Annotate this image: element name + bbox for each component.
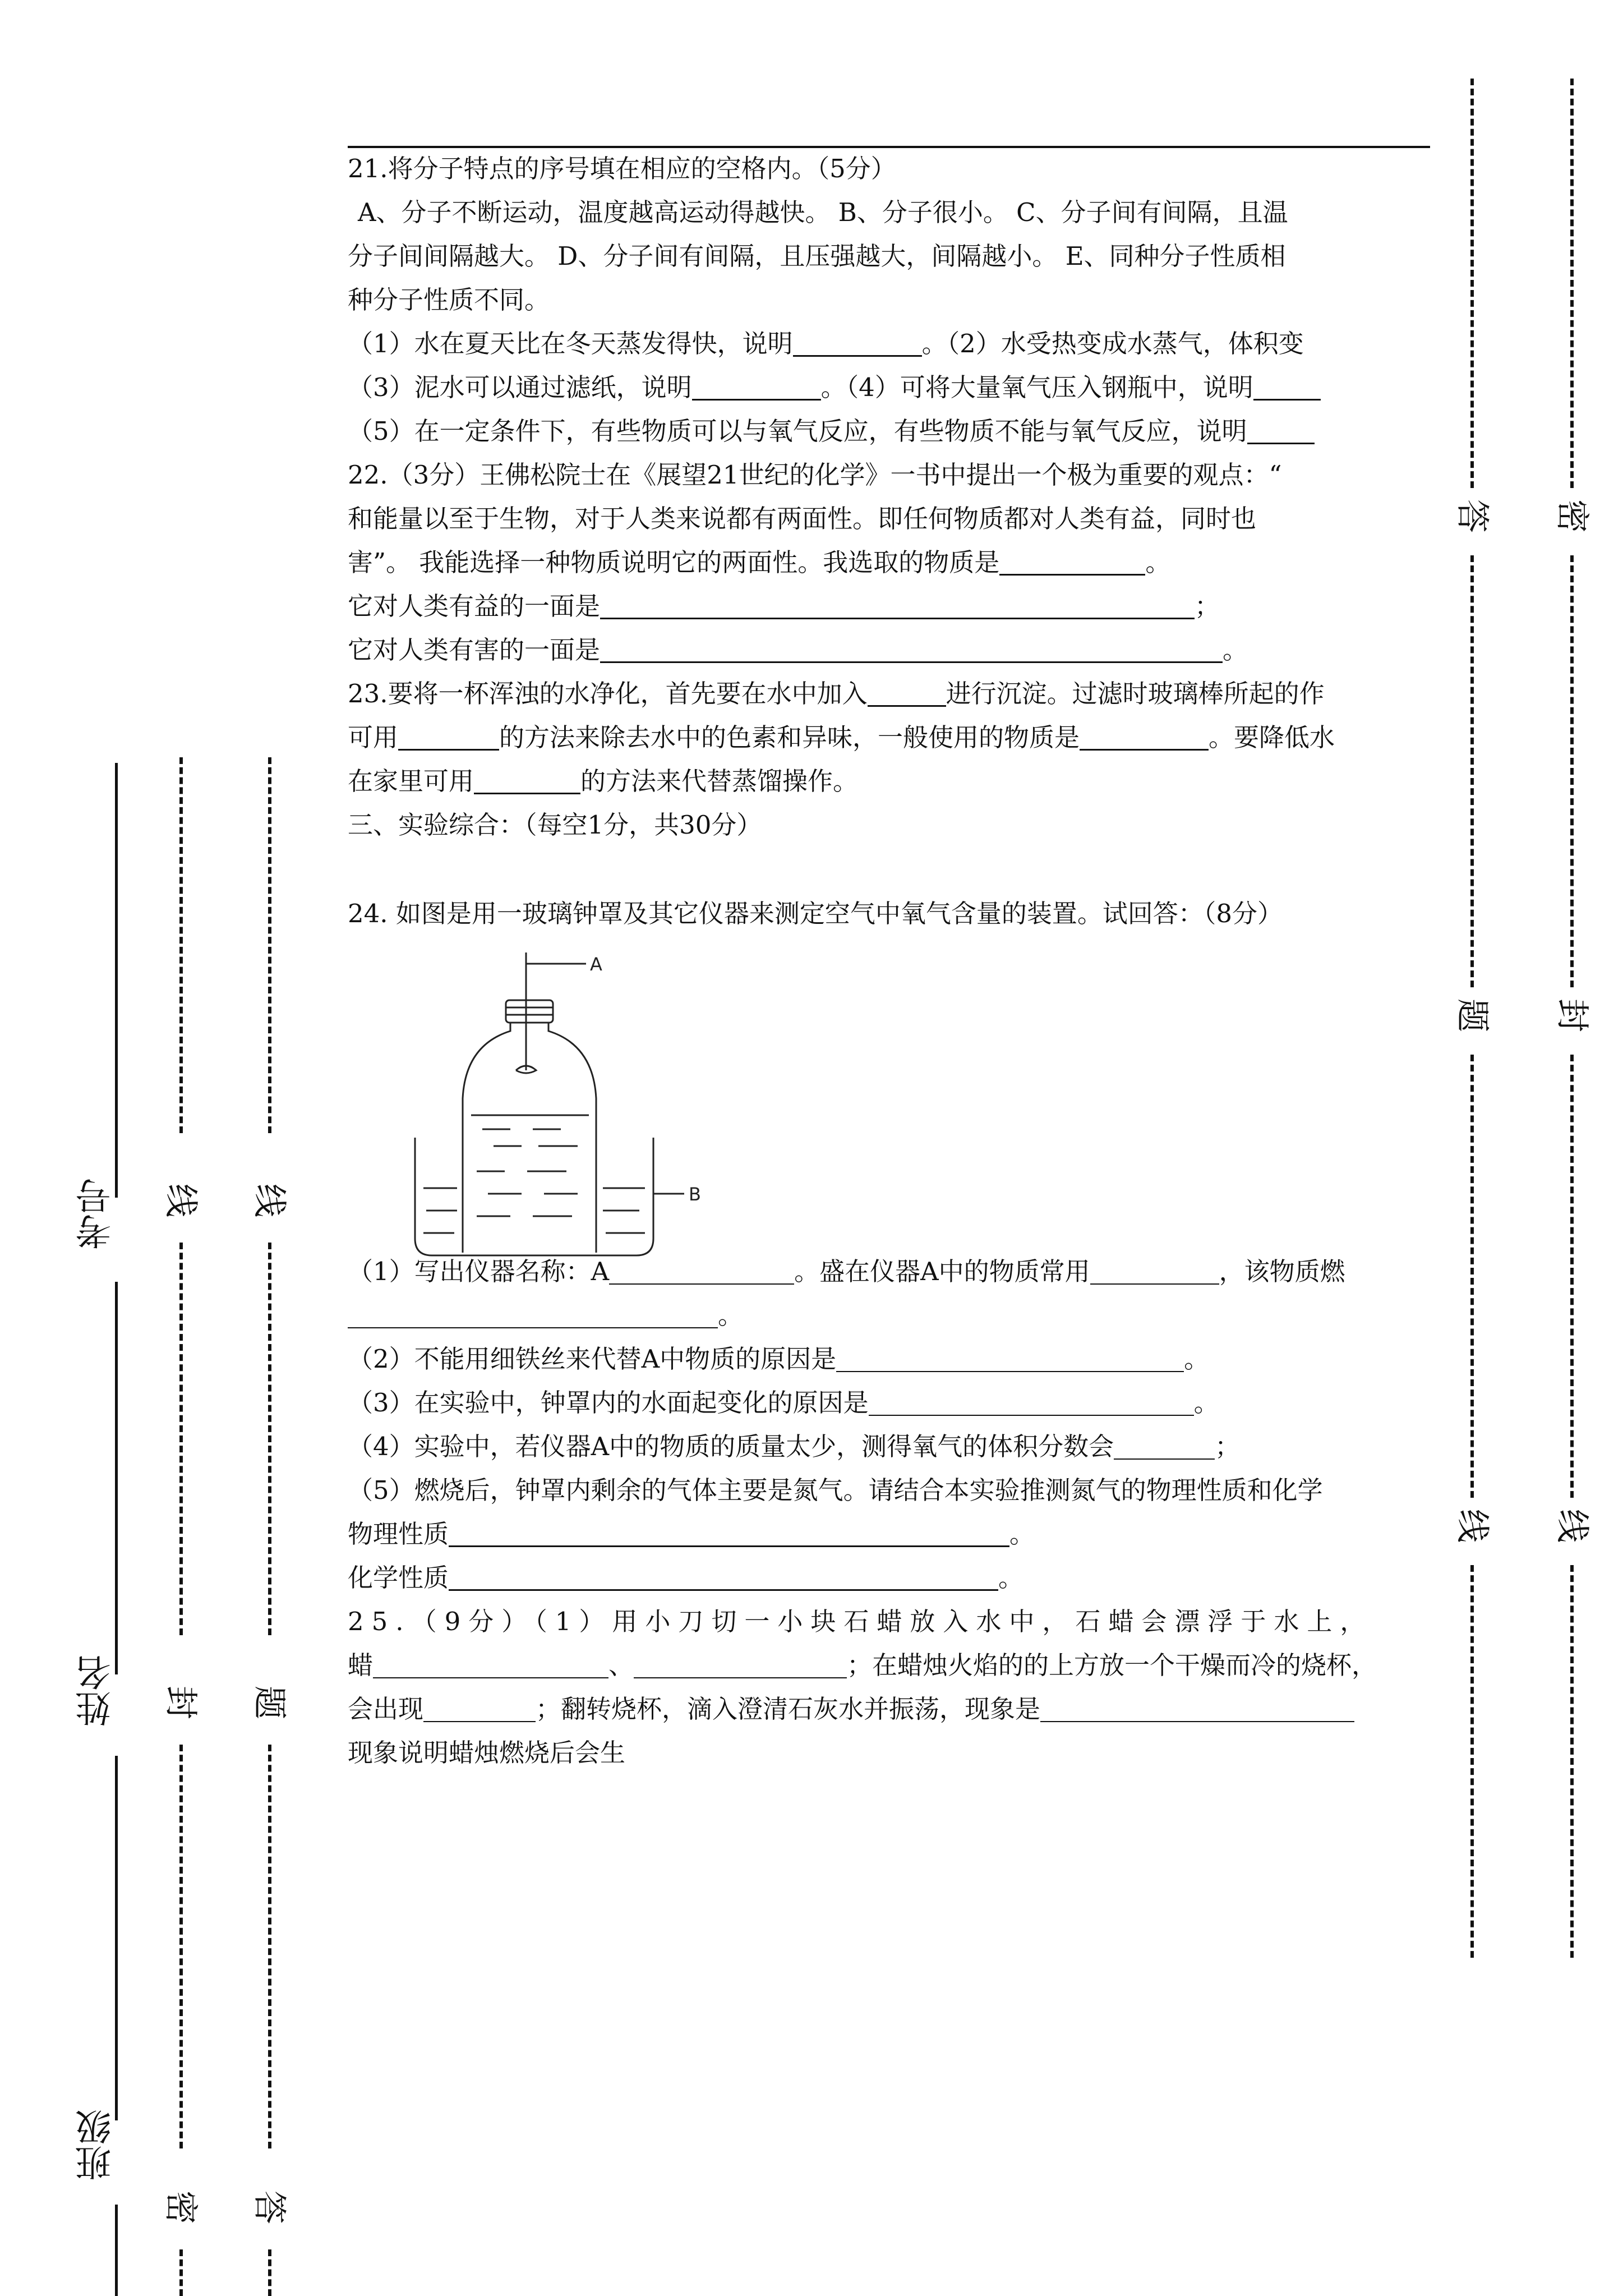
q24-chemical-end: 。 — [998, 1563, 1024, 1593]
bell-jar-apparatus-diagram — [381, 947, 740, 1261]
info-line-class — [115, 1756, 118, 2120]
q22-line5-text-a: 它对人类有害的一面是 — [348, 635, 601, 665]
exam-number-label: 考号 — [76, 1178, 117, 1250]
q22-line1: 22.（3分）王佛松院士在《展望21世纪的化学》一书中提出一个极为重要的观点：“ — [348, 460, 1282, 490]
spacer — [348, 847, 1430, 892]
q23-blank-3[interactable] — [1080, 721, 1209, 751]
q24-item2-text-a: （2）不能用细铁丝来代替A中物质的原因是 — [348, 1344, 837, 1374]
q21-item1-text-b: 。（2）水受热变成水蒸气，体积变 — [921, 329, 1304, 358]
right-dash-inner-a — [1470, 79, 1474, 488]
q24-item1-text-d: 。 — [718, 1300, 744, 1330]
right-dash-outer-a — [1570, 79, 1574, 488]
q21-item1 — [348, 322, 1430, 366]
q22-benefit-blank[interactable] — [600, 590, 1195, 619]
q23-line1 — [348, 672, 1430, 716]
q24-chemical-label: 化学性质 — [348, 1563, 449, 1593]
q23-blank-4[interactable] — [474, 765, 580, 794]
q23-line3-text-b: 的方法来代替蒸馏操作。 — [580, 766, 859, 796]
q21-item1-text-a: （1）水在夏天比在冬天蒸发得快，说明 — [348, 329, 793, 358]
q22-line3 — [348, 541, 1430, 585]
q24-title: 24. 如图是用一玻璃钟罩及其它仪器来测定空气中氧气含量的装置。试回答：（8分） — [348, 899, 1283, 928]
q23-line2-text-a: 可用 — [348, 723, 399, 752]
q25-line1: 25.（9分）（1）用小刀切一小块石蜡放入水中，石蜡会漂浮于水上， — [348, 1607, 1373, 1636]
q23-line2-text-c: 。要降低水 — [1209, 723, 1335, 752]
q23-blank-2[interactable] — [398, 721, 499, 751]
q21-item3-text-a: （3）泥水可以通过滤纸，说明 — [348, 372, 692, 402]
q21-item3-text-b: 。（4）可将大量氧气压入钢瓶中，说明 — [820, 372, 1253, 402]
q22-line4 — [348, 585, 1430, 628]
q24-item3-text-a: （3）在实验中，钟罩内的水面起变化的原因是 — [348, 1388, 869, 1418]
seal-line-col3-c — [268, 1745, 271, 2148]
exam-content — [348, 147, 1430, 1774]
q24-chemical-blank[interactable] — [449, 1561, 998, 1591]
q24-item2-text-b: 。 — [1184, 1344, 1210, 1374]
class-label: 班级 — [76, 2109, 117, 2181]
q22-line4-text-a: 它对人类有益的一面是 — [348, 591, 601, 621]
q24-physical — [348, 1512, 1430, 1556]
q24-figure — [348, 936, 1430, 1250]
q25-line3-text-a: 会出现 — [348, 1694, 424, 1724]
seal-line-col2-c — [179, 1745, 183, 2148]
seal-char-col2-seal: 封 — [161, 1686, 200, 1719]
seal-char-col3-answer: 答 — [250, 2191, 289, 2224]
q25-line2-text-b: 、 — [608, 1650, 634, 1680]
q23-blank-1[interactable] — [868, 677, 946, 707]
q24-physical-label: 物理性质 — [348, 1519, 449, 1549]
q22-line4-text-b: ； — [1195, 591, 1220, 621]
figure-label-a: A — [590, 954, 602, 975]
q24-physical-end: 。 — [1009, 1519, 1035, 1549]
q23-line3 — [348, 760, 1430, 803]
q25-line4: 现象说明蜡烛燃烧后会生 — [348, 1738, 626, 1768]
seal-line-col2-b — [179, 1243, 183, 1635]
q24-item4-text-b: ； — [1215, 1432, 1241, 1461]
q21-title: 21.将分子特点的序号填在相应的空格内。（5分） — [348, 154, 896, 183]
q24-substance-blank[interactable] — [1090, 1255, 1219, 1285]
q21-item3 — [348, 366, 1430, 409]
right-dash-inner-c — [1470, 1055, 1474, 1498]
seal-char-col3-line: 线 — [250, 1184, 289, 1217]
q23-line3-text-a: 在家里可用 — [348, 766, 474, 796]
q22-line3-text-b: 。 — [1145, 547, 1171, 577]
q21-options-line3: 种分子性质不同。 — [348, 285, 550, 315]
right-char-outer-line: 线 — [1552, 1509, 1592, 1543]
q24-item2 — [348, 1337, 1430, 1381]
seal-char-col3-question: 题 — [250, 1686, 289, 1719]
q24-item4 — [348, 1425, 1430, 1469]
q24-item3 — [348, 1381, 1430, 1425]
right-dash-inner-b — [1470, 555, 1474, 987]
q25-blank-2[interactable] — [634, 1649, 847, 1678]
q24-fraction-blank[interactable] — [1114, 1430, 1215, 1460]
q21-options-line2: 分子间间隔越大。 D、分子间有间隔，且压强越大，间隔越小。 E、同种分子性质相 — [348, 241, 1286, 271]
q22-line3-text-a: 害”。 我能选择一种物质说明它的两面性。我选取的物质是 — [348, 547, 1000, 577]
q22-line5 — [348, 628, 1430, 672]
right-dash-outer-d — [1570, 1565, 1574, 1958]
q24-item5: （5）燃烧后，钟罩内剩余的气体主要是氮气。请结合本实验推测氮气的物理性质和化学 — [348, 1475, 1323, 1505]
q25-line3 — [348, 1687, 1430, 1731]
q21-answer-blank-1[interactable] — [793, 327, 922, 357]
q25-blank-3[interactable] — [423, 1693, 536, 1722]
q24-item1-text-a: （1）写出仪器名称：A — [348, 1257, 610, 1286]
right-dash-inner-d — [1470, 1565, 1474, 1958]
seal-line-col2-d — [179, 2249, 183, 2296]
q24-item1-cont — [348, 1294, 1430, 1337]
q24-item1-text-b: 。盛在仪器A中的物质常用 — [794, 1257, 1090, 1286]
q22-harm-blank[interactable] — [600, 633, 1223, 663]
seal-line-col3-d — [268, 2249, 271, 2296]
q25-blank-4[interactable] — [1040, 1693, 1354, 1722]
name-label: 姓名 — [76, 1655, 117, 1727]
seal-line-col2-a — [179, 757, 183, 1133]
q23-line2-text-b: 的方法来除去水中的色素和异味，一般使用的物质是 — [499, 723, 1080, 752]
q22-line2: 和能量以至于生物，对于人类来说都有两面性。即任何物质都对人类有益，同时也 — [348, 504, 1257, 533]
info-line-top — [115, 763, 118, 1198]
q25-line2-text-c: ；在蜡烛火焰的的上方放一个干燥而冷的烧杯， — [847, 1650, 1377, 1680]
seal-line-col3-a — [268, 757, 271, 1133]
q21-answer-blank-4[interactable] — [1253, 371, 1321, 401]
right-char-outer-seal: 封 — [1552, 999, 1592, 1032]
q23-line2 — [348, 716, 1430, 760]
right-char-outer-secret: 密 — [1552, 499, 1592, 533]
q25-blank-1[interactable] — [373, 1649, 608, 1678]
section3-title: 三、实验综合：（每空1分，共30分） — [348, 810, 762, 840]
q24-reason-blank[interactable] — [836, 1343, 1184, 1372]
right-dash-outer-b — [1570, 555, 1574, 987]
q24-item3-text-b: 。 — [1193, 1388, 1219, 1418]
seal-char-col2-line: 线 — [161, 1184, 200, 1217]
q21-item5-text: （5）在一定条件下，有些物质可以与氧气反应，有些物质不能与氧气反应，说明 — [348, 416, 1247, 446]
q23-line1-text-b: 进行沉淀。过滤时玻璃棒所起的作 — [946, 679, 1325, 708]
q23-line1-text-a: 23.要将一杯浑浊的水净化，首先要在水中加入 — [348, 679, 868, 708]
q21-options-line1: A、分子不断运动，温度越高运动得越快。 B、分子很小。 C、分子间有间隔，且温 — [358, 197, 1288, 227]
q24-chemical — [348, 1556, 1430, 1600]
seal-char-col2-secret: 密 — [161, 2191, 200, 2224]
q21-item5 — [348, 409, 1430, 453]
q22-substance-blank[interactable] — [999, 546, 1145, 576]
q21-answer-blank-5[interactable] — [1247, 415, 1315, 444]
q21-answer-blank-3[interactable] — [692, 371, 821, 401]
q24-physical-blank[interactable] — [449, 1517, 1009, 1547]
q25-line2 — [348, 1644, 1430, 1687]
q24-item1-text-c: ，该物质燃 — [1219, 1257, 1345, 1286]
right-char-inner-line: 线 — [1453, 1509, 1492, 1543]
figure-label-b: B — [689, 1184, 701, 1205]
info-line-name — [115, 1282, 118, 1674]
right-dash-outer-c — [1570, 1055, 1574, 1498]
seal-line-col3-b — [268, 1243, 271, 1635]
q25-line2-text-a: 蜡 — [348, 1650, 374, 1680]
q22-line5-text-b: 。 — [1223, 635, 1248, 665]
q25-line3-text-b: ；翻转烧杯，滴入澄清石灰水并振荡，现象是 — [536, 1694, 1041, 1724]
right-char-inner-question: 题 — [1453, 999, 1492, 1032]
q24-combustion-blank[interactable] — [348, 1299, 718, 1328]
q24-item4-text-a: （4）实验中，若仪器A中的物质的质量太少，测得氧气的体积分数会 — [348, 1432, 1114, 1461]
right-char-inner-answer: 答 — [1453, 499, 1492, 533]
info-line-bottom — [115, 2205, 118, 2296]
q24-water-level-blank[interactable] — [869, 1387, 1194, 1416]
